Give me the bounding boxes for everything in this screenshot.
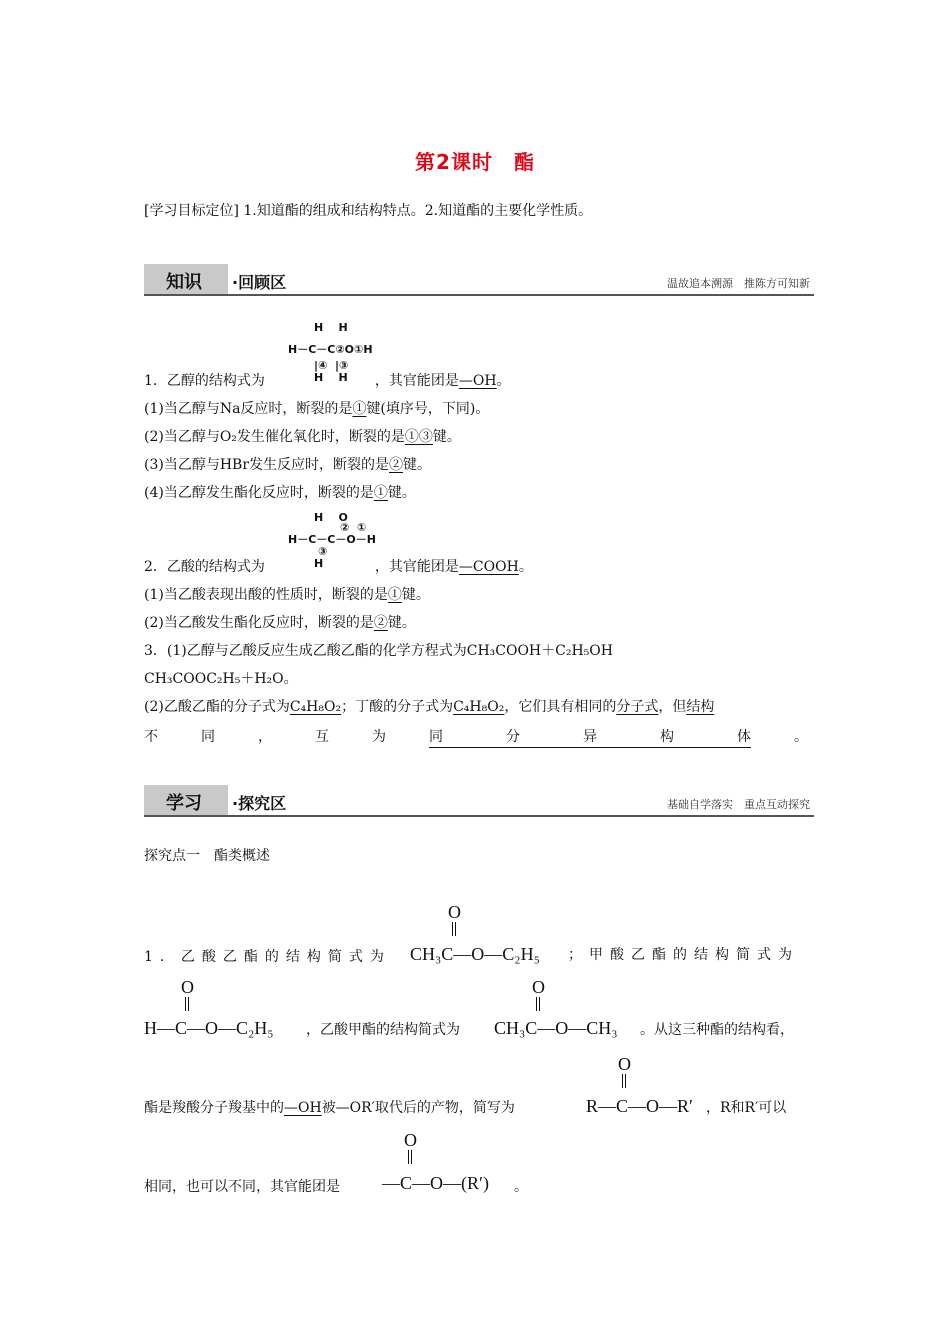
carbonyl-oxygen bbox=[618, 1054, 631, 1074]
q3-text: ，但 bbox=[658, 699, 687, 715]
ester-functional-group bbox=[382, 1173, 489, 1193]
q2-item-answer: ② bbox=[373, 615, 388, 631]
q3-end: 。 bbox=[794, 729, 808, 745]
q3-char: 不 bbox=[144, 729, 158, 745]
ethanol-structure-bond-numbers: |④ |③ bbox=[314, 359, 349, 372]
q1-item-answer: ①③ bbox=[404, 429, 433, 445]
q2-item-1 bbox=[144, 586, 430, 604]
q1-item-text: 键。 bbox=[432, 429, 461, 445]
q2-answer-group: —COOH bbox=[458, 559, 519, 575]
q3-answer-char: 异 bbox=[583, 729, 597, 745]
ethyl-acetate-formula bbox=[410, 944, 540, 964]
q2-item-text: 键。 bbox=[387, 615, 416, 631]
q1-end: 。 bbox=[496, 373, 511, 389]
q3-char: 互 bbox=[315, 729, 329, 745]
ethyl-formate-formula bbox=[144, 1018, 274, 1038]
formula-text: R—C—O—R′ bbox=[586, 1096, 693, 1116]
explore-p4: 相同，也可以不同，其官能团是 bbox=[144, 1179, 340, 1195]
q2-item-2 bbox=[144, 614, 416, 632]
q1-item-1 bbox=[144, 400, 489, 418]
ester-general-formula bbox=[586, 1096, 693, 1116]
q2-item-text: 键。 bbox=[401, 587, 430, 603]
q3-line-2: CH₃COOC₂H₅＋H₂O。 bbox=[144, 671, 298, 687]
double-bond-line bbox=[408, 1150, 412, 1164]
q3-text: ；丁酸的分子式为 bbox=[341, 699, 454, 715]
q2-prefix: 2．乙酸的结构式为 bbox=[144, 559, 265, 575]
q3-text: (2)乙酸乙酯的分子式为 bbox=[144, 699, 290, 715]
q3-line-4 bbox=[144, 726, 808, 748]
oxygen-label: O bbox=[618, 1054, 631, 1074]
oxygen-label: O bbox=[404, 1130, 417, 1150]
ethanol-structure-bottom-h: H H bbox=[314, 371, 348, 384]
q2-item-text: (1)当乙酸表现出酸的性质时，断裂的是 bbox=[144, 587, 388, 603]
explore-text: 酯是羧酸分子羧基中的 bbox=[144, 1100, 284, 1116]
q1-item-text: (2)当乙醇与O₂发生催化氧化时，断裂的是 bbox=[144, 429, 405, 445]
q3-answer-char: 分 bbox=[506, 729, 520, 745]
formula-text: —C—O—(R′) bbox=[382, 1173, 489, 1193]
double-bond-line bbox=[536, 997, 540, 1011]
explore-heading: 探究点一 酯类概述 bbox=[144, 848, 270, 864]
acetic-structure-top: H O bbox=[314, 511, 348, 524]
q1-item-answer: ① bbox=[352, 401, 367, 417]
q3-answer-char: 同 bbox=[429, 729, 443, 745]
explore-answer: —OH bbox=[284, 1100, 322, 1116]
q1-item-text: 键。 bbox=[387, 485, 416, 501]
q1-item-2 bbox=[144, 428, 461, 446]
section-banner-explore bbox=[144, 785, 814, 817]
question-1 bbox=[144, 372, 511, 390]
q3-answer: 分子式 bbox=[616, 699, 659, 715]
q3-answer: 结构 bbox=[686, 699, 715, 715]
question-2 bbox=[144, 558, 533, 576]
q1-item-3 bbox=[144, 456, 431, 474]
q1-item-text: 键。 bbox=[403, 457, 432, 473]
carbonyl-oxygen bbox=[448, 902, 461, 922]
oxygen-label: O bbox=[532, 977, 545, 997]
banner-subtitle: ·回顾区 bbox=[232, 273, 287, 292]
formula-text: CH₃C—O—CH₃ bbox=[494, 1018, 618, 1038]
double-bond-line bbox=[622, 1074, 626, 1088]
q2-item-text: (2)当乙酸发生酯化反应时，断裂的是 bbox=[144, 615, 374, 631]
q1-item-answer: ② bbox=[389, 457, 404, 473]
double-bond-line bbox=[452, 922, 456, 936]
banner-motto: 温故追本溯源 推陈方可知新 bbox=[667, 277, 810, 290]
banner-motto: 基础自学落实 重点互动探究 bbox=[667, 798, 810, 811]
double-bond-line bbox=[185, 997, 189, 1011]
banner-bold-title: 学习 bbox=[166, 793, 202, 814]
learning-objectives: [学习目标定位] 1.知道酯的组成和结构特点。2.知道酯的主要化学性质。 bbox=[144, 203, 593, 219]
explore-p2-end: 。从这三种酯的结构看， bbox=[640, 1022, 794, 1038]
section-banner-review bbox=[144, 264, 814, 296]
q3-answer-isomer bbox=[429, 726, 751, 748]
q1-answer-group: —OH bbox=[458, 373, 497, 389]
oxygen-label: O bbox=[181, 977, 194, 997]
q3-char: 同 bbox=[201, 729, 215, 745]
explore-p4-end: 。 bbox=[514, 1179, 528, 1195]
q1-item-answer: ① bbox=[373, 485, 388, 501]
q2-suffix: ，其官能团是 bbox=[374, 559, 459, 575]
acetic-structure-bond-numbers: ② ① bbox=[340, 521, 367, 534]
ethanol-structure-top-h: H H bbox=[314, 321, 348, 334]
banner-subtitle: ·探究区 bbox=[232, 794, 287, 813]
explore-p2-mid: ，乙酸甲酯的结构简式为 bbox=[306, 1022, 460, 1038]
ethanol-structure-main: H－C－C②O①H bbox=[288, 343, 373, 356]
q3-answer-char: 构 bbox=[660, 729, 674, 745]
q1-item-text: 键(填序号，下同)。 bbox=[366, 401, 490, 417]
banner-bold-title: 知识 bbox=[166, 272, 202, 293]
formula-text: CH₃C—O—C₂H₅ bbox=[410, 944, 540, 964]
explore-p1-mid: ；甲酸乙酯的结构简式为 bbox=[568, 947, 799, 963]
q1-item-text: (1)当乙醇与Na反应时，断裂的是 bbox=[144, 401, 353, 417]
q3-line-3 bbox=[144, 698, 714, 716]
acetic-structure-bond-3: ③ bbox=[318, 545, 328, 558]
explore-text: 被—OR′取代后的产物，简写为 bbox=[321, 1100, 515, 1116]
acetic-structure-main: H－C－C－O－H bbox=[288, 533, 376, 546]
q1-item-text: (3)当乙醇与HBr发生反应时，断裂的是 bbox=[144, 457, 390, 473]
formula-text: H—C—O—C₂H₅ bbox=[144, 1018, 274, 1038]
q3-answer-char: 体 bbox=[737, 729, 751, 745]
carbonyl-oxygen bbox=[532, 977, 545, 997]
oxygen-label: O bbox=[448, 902, 461, 922]
q1-prefix: 1．乙醇的结构式为 bbox=[144, 373, 265, 389]
methyl-acetate-formula bbox=[494, 1018, 618, 1038]
carbonyl-oxygen bbox=[404, 1130, 417, 1150]
q3-answer: C₄H₈O₂ bbox=[453, 699, 505, 715]
acetic-structure-bottom: H bbox=[314, 557, 324, 570]
explore-p3-end: ，R和R′可以 bbox=[706, 1100, 787, 1116]
explore-p3 bbox=[144, 1099, 515, 1117]
q3-char: ， bbox=[258, 729, 272, 745]
page-title: 第2课时 酯 bbox=[415, 150, 535, 174]
q1-item-4 bbox=[144, 484, 416, 502]
q3-char: 为 bbox=[372, 729, 386, 745]
carbonyl-oxygen bbox=[181, 977, 194, 997]
q1-suffix: ，其官能团是 bbox=[374, 373, 459, 389]
q3-text: ，它们具有相同的 bbox=[504, 699, 617, 715]
q2-end: 。 bbox=[518, 559, 533, 575]
q2-item-answer: ① bbox=[387, 587, 402, 603]
explore-text: 1．乙酸乙酯的结构简式为 bbox=[144, 949, 391, 965]
q3-answer: C₄H₈O₂ bbox=[289, 699, 342, 715]
q1-item-text: (4)当乙醇发生酯化反应时，断裂的是 bbox=[144, 485, 374, 501]
q3-line-1: 3．(1)乙醇与乙酸反应生成乙酸乙酯的化学方程式为CH₃COOH＋C₂H₅OH bbox=[144, 643, 613, 659]
